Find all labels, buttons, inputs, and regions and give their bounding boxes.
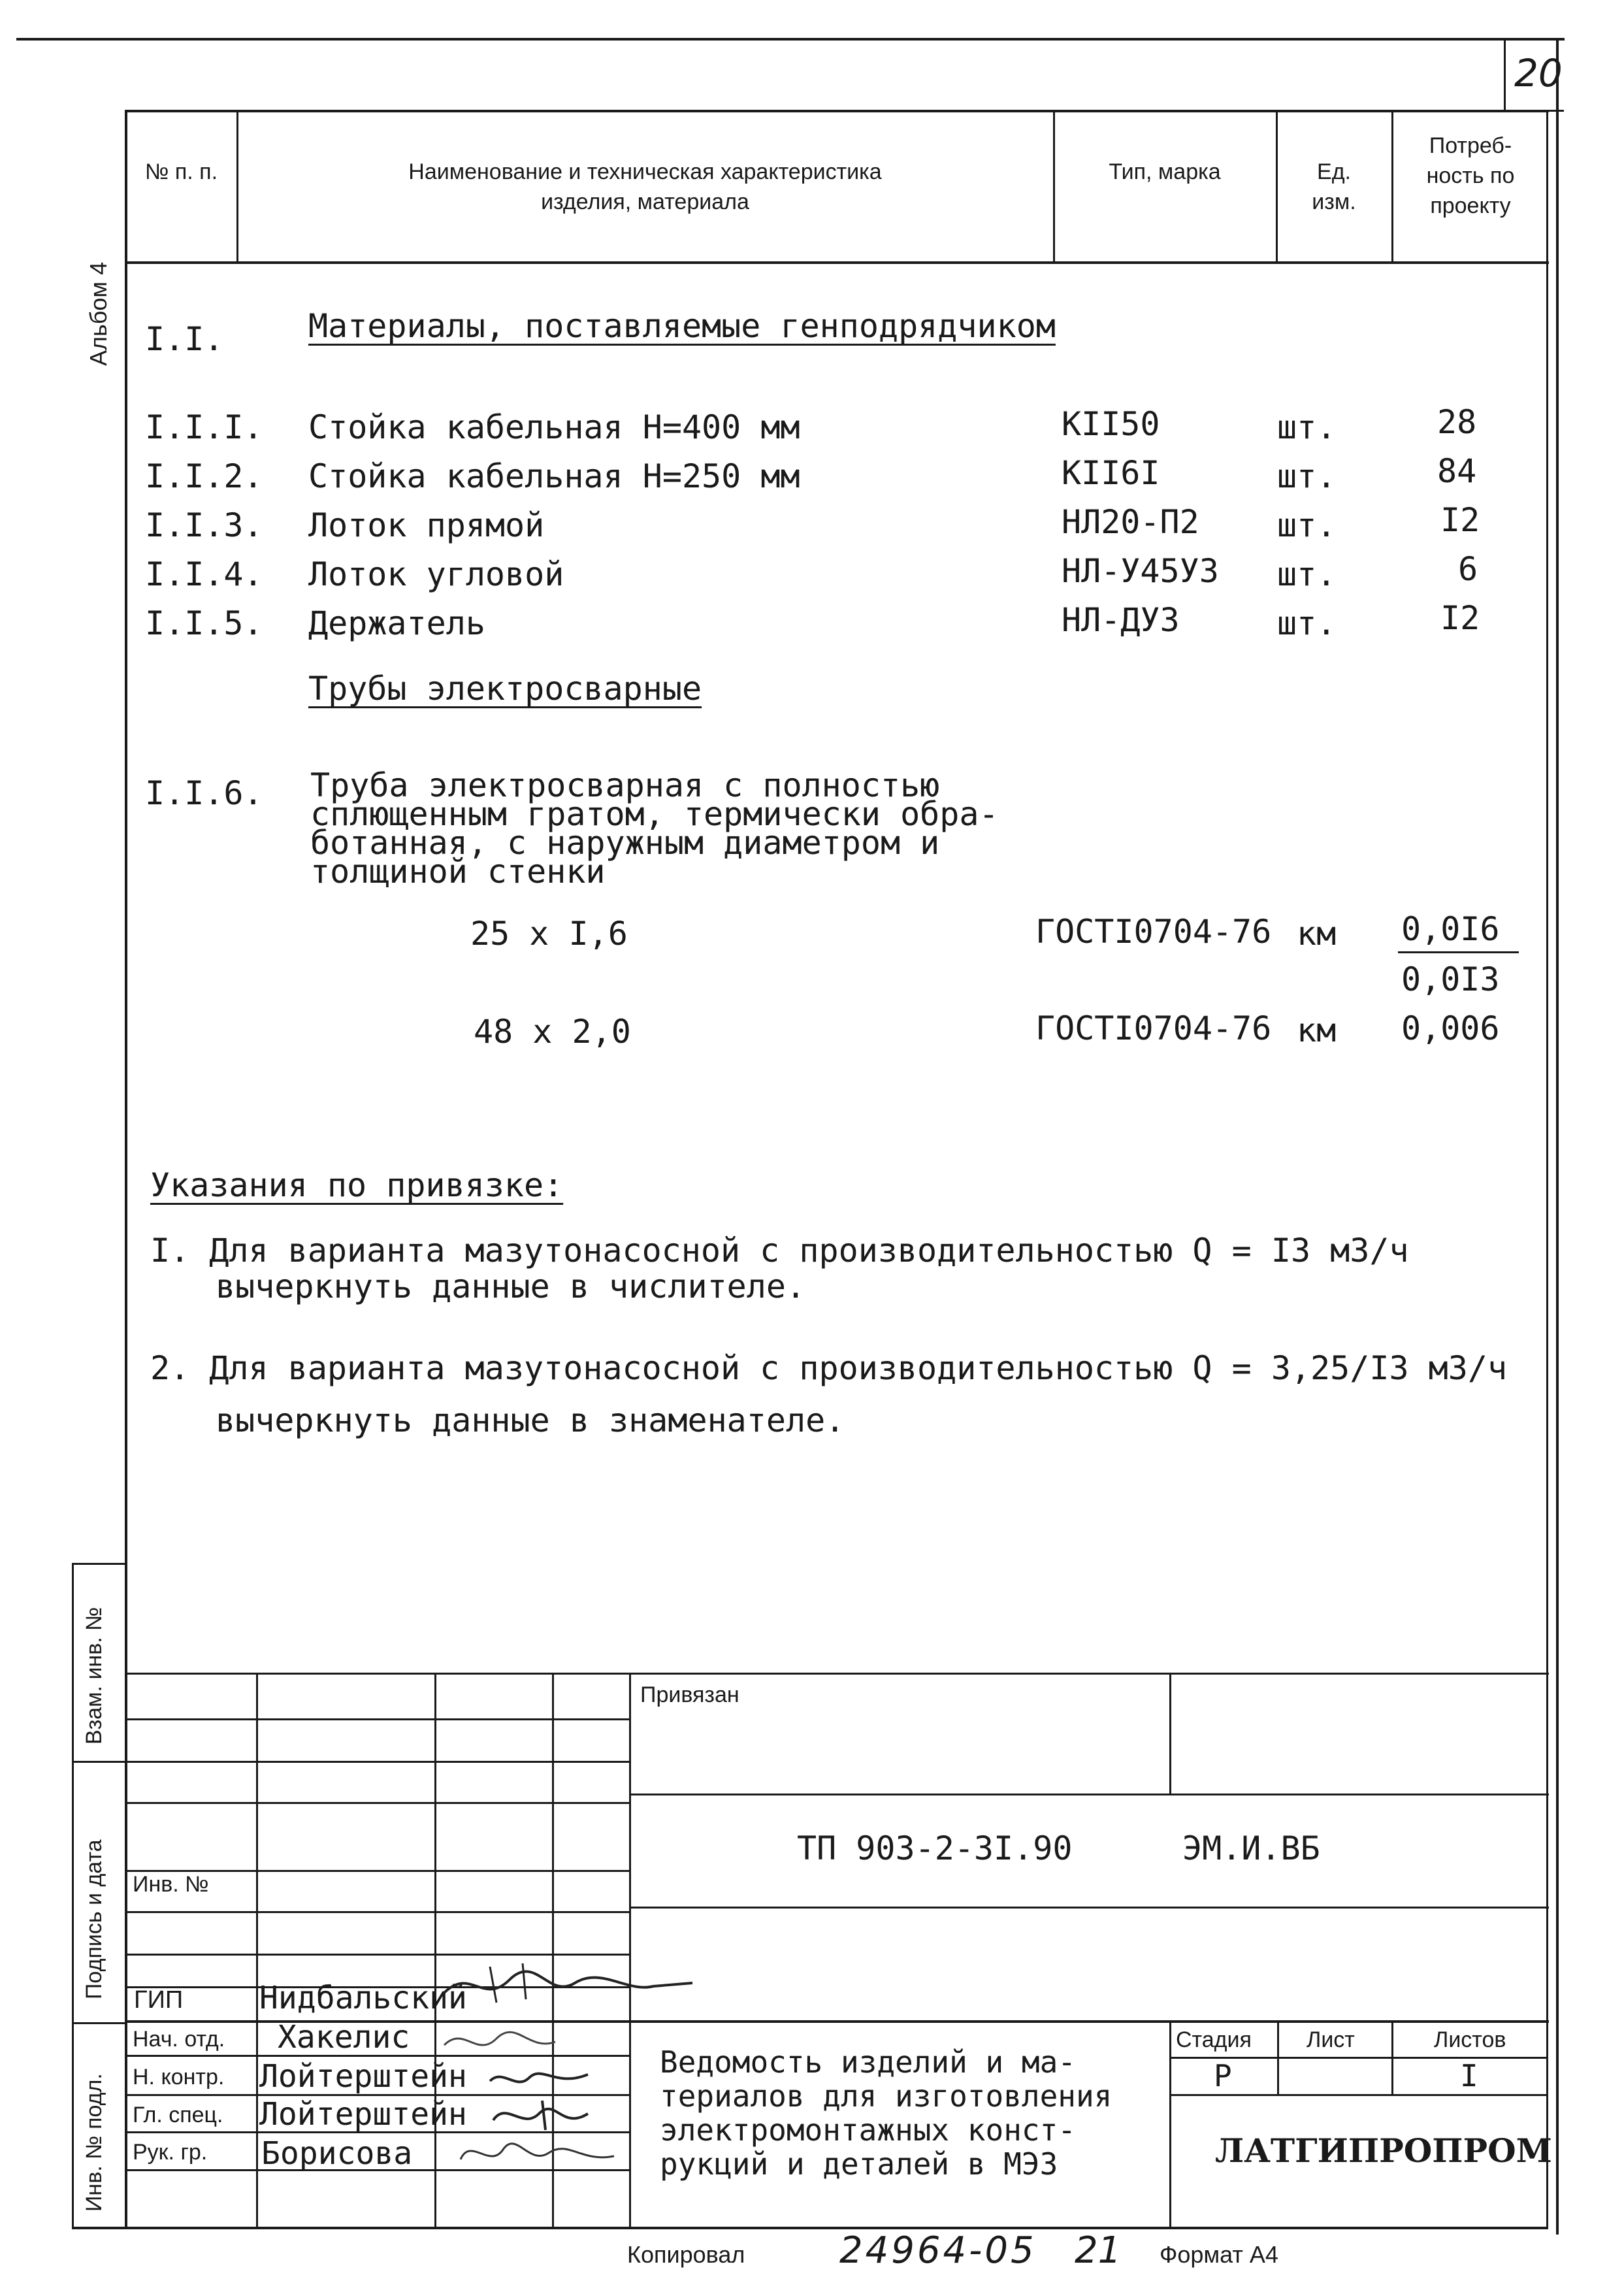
item-1-qty: 28 [1437, 403, 1477, 441]
item-1-type: КII50 [1062, 405, 1160, 443]
header-unit [1278, 157, 1390, 217]
tb-v-sheet-2 [1391, 2020, 1393, 2095]
tb-h-code [631, 1907, 1549, 1909]
item-5-type: НЛ-ДУЗ [1062, 601, 1180, 639]
footer-handwritten-no: 24964-05 [839, 2229, 1037, 2272]
section-title: Материалы, поставляемые генподрядчиком [308, 307, 1056, 345]
item-1-num: I.I.I. [145, 408, 263, 446]
tb-v-1 [256, 1673, 258, 2228]
tb-h-privyaz [631, 1794, 1549, 1795]
tb-stage-label: Стадия [1176, 2027, 1252, 2052]
tb-h-stage-2 [1169, 2094, 1548, 2096]
section-num: I.I. [145, 320, 224, 358]
header-need-line1: Потреб- [1429, 133, 1512, 158]
pipe-row-2-unit: км [1297, 1011, 1337, 1049]
item-1-unit: шт. [1277, 408, 1337, 446]
item-1-name: Стойка кабельная Н=400 мм [308, 408, 800, 446]
item-5-num: I.I.5. [145, 604, 263, 642]
notes-title: Указания по привязке: [150, 1166, 564, 1204]
signature-3 [483, 2058, 601, 2097]
item-3-unit: шт. [1277, 506, 1337, 544]
album-label: Альбом 4 [85, 261, 112, 366]
item-3-qty: I2 [1440, 501, 1480, 539]
side-sep-1 [72, 1563, 126, 1565]
header-need-line2: ность по [1426, 163, 1515, 188]
footer-format: Формат А4 [1160, 2241, 1278, 2268]
right-border [1556, 39, 1559, 2235]
header-need [1393, 131, 1548, 221]
tb-h-3 [125, 1802, 631, 1804]
item-2-type: КII6I [1062, 454, 1160, 492]
header-name-line1: Наименование и техническая характеристика [408, 159, 882, 184]
tb-h-2 [125, 1761, 631, 1763]
item-4-type: НЛ-У45УЗ [1062, 552, 1219, 590]
tb-v-stage [1169, 2020, 1171, 2228]
pipe-desc-line4: толщиной стенки [310, 853, 606, 891]
col-sep-2 [1053, 111, 1055, 263]
top-border [16, 38, 1565, 41]
pipe-row-1-type: ГОСТI0704-76 [1035, 913, 1272, 951]
header-num-text: № п. п. [144, 159, 218, 184]
pipe-row-1-qty-den: 0,0I3 [1401, 960, 1500, 998]
side-label-podpis: Подпись и дата [82, 1839, 106, 1999]
note-2-line1: 2. Для варианта мазутонасосной с производительностью Q = 3,25/I3 м3/ч [150, 1349, 1508, 1387]
tb-sheets-label: Листов [1434, 2027, 1506, 2052]
footer-copied: Копировал [627, 2241, 745, 2268]
tb-v-4 [629, 1673, 631, 2228]
pipe-desc-line3: ботанная, с наружным диаметром и [310, 824, 940, 862]
pipe-row-1-unit: км [1297, 915, 1337, 953]
subsection-title: Трубы электросварные [308, 670, 702, 708]
item-4-unit: шт. [1277, 555, 1337, 593]
tb-name-5: Борисова [261, 2135, 413, 2172]
item-3-name: Лоток прямой [308, 506, 545, 544]
pipe-row-2-size: 48 х 2,0 [474, 1013, 631, 1051]
item-2-name: Стойка кабельная Н=250 мм [308, 457, 800, 495]
tb-h-5 [125, 1911, 631, 1913]
item-5-qty: I2 [1440, 599, 1480, 637]
tb-stage-value: Р [1214, 2058, 1232, 2093]
pipe-row-1-qty-num: 0,0I6 [1401, 910, 1500, 948]
side-strip-left [72, 1563, 74, 2229]
header-bottom [125, 261, 1549, 264]
pipe-row-2-type: ГОСТI0704-76 [1035, 1009, 1272, 1047]
table-top [125, 110, 1549, 112]
signature-5 [451, 2130, 621, 2176]
header-need-line3: проекту [1430, 193, 1511, 218]
tb-privyazan: Привязан [640, 1682, 739, 1707]
tb-role-3: Н. контр. [133, 2065, 225, 2089]
tb-top [125, 1673, 1549, 1675]
side-sep-2 [72, 1761, 126, 1763]
tb-v-sheet-1 [1277, 2020, 1279, 2095]
tb-sheets-value: I [1460, 2058, 1478, 2093]
item-5-unit: шт. [1277, 604, 1337, 642]
header-num [127, 157, 235, 187]
note-1-line2: вычеркнуть данные в числителе. [216, 1268, 806, 1305]
item-5-name: Держатель [308, 604, 485, 642]
tb-title-line2: териалов для изготовления [660, 2078, 1112, 2114]
tb-inv-no: Инв. № [133, 1872, 209, 1897]
side-sep-3 [72, 2022, 126, 2024]
item-4-name: Лоток угловой [308, 555, 564, 593]
header-unit-line2: изм. [1312, 189, 1356, 214]
tb-org: ЛАТГИПРОПРОМ [1215, 2131, 1552, 2170]
item-2-qty: 84 [1437, 452, 1477, 490]
pipe-num: I.I.6. [145, 774, 263, 812]
tb-sheet-label: Лист [1307, 2027, 1355, 2052]
pipe-row-1-size: 25 х I,6 [470, 915, 628, 953]
inner-right-border [1546, 112, 1548, 2229]
item-2-unit: шт. [1277, 457, 1337, 495]
header-name-line2: изделия, материала [541, 189, 749, 214]
tb-title-line4: рукций и деталей в МЭЗ [660, 2146, 1058, 2182]
sheet-number: 20 [1514, 51, 1563, 95]
pipe-row-2-qty: 0,006 [1401, 1009, 1500, 1047]
tb-name-4: Лойтерштейн [259, 2096, 467, 2133]
note-2-line2: вычеркнуть данные в знаменателе. [216, 1401, 845, 1439]
tb-title-line1: Ведомость изделий и ма- [660, 2044, 1076, 2080]
tb-role-5: Рук. гр. [133, 2140, 208, 2165]
tb-title-line3: электромонтажных конст- [660, 2112, 1076, 2148]
tb-role-1: ГИП [134, 1986, 184, 2014]
sheet-number-box-left [1504, 38, 1506, 111]
tb-role-4: Гл. спец. [133, 2103, 223, 2127]
signature-1 [431, 1954, 706, 2012]
fraction-bar [1398, 951, 1519, 953]
tb-v-privyaz [1169, 1673, 1171, 1795]
header-name [238, 157, 1052, 217]
tb-v-2 [434, 1673, 436, 2228]
pipe-desc [310, 766, 999, 891]
tb-doc-mark: ЭМ.И.ВБ [1182, 1829, 1320, 1867]
tb-name-2: Хакелис [278, 2019, 410, 2056]
tb-title [660, 2045, 1112, 2181]
bottom-border [72, 2227, 1548, 2229]
side-label-vzam: Взам. инв. № [82, 1607, 106, 1745]
tb-doc-code: ТП 903-2-3I.90 [797, 1829, 1073, 1867]
pipe-desc-line1: Труба электросварная с полностью [310, 766, 940, 804]
tb-name-3: Лойтерштейн [259, 2058, 467, 2095]
footer-handwritten-sheet: 21 [1075, 2229, 1122, 2272]
side-label-inv: Инв. № подл. [82, 2073, 106, 2212]
item-4-qty: 6 [1458, 550, 1478, 588]
item-4-num: I.I.4. [145, 555, 263, 593]
tb-name-1: Нидбальский [259, 1980, 467, 2016]
item-3-num: I.I.3. [145, 506, 263, 544]
header-unit-line1: Ед. [1317, 159, 1351, 184]
item-2-num: I.I.2. [145, 457, 263, 495]
pipe-desc-line2: сплющенным гратом, термически обра- [310, 795, 999, 833]
header-type: Тип, марка [1109, 159, 1221, 184]
tb-h-1 [125, 1718, 631, 1720]
note-1-line1: I. Для варианта мазутонасосной с производительностью Q = I3 м3/ч [150, 1232, 1409, 1270]
tb-role-2: Нач. отд. [133, 2027, 225, 2052]
item-3-type: НЛ20-П2 [1062, 503, 1199, 541]
